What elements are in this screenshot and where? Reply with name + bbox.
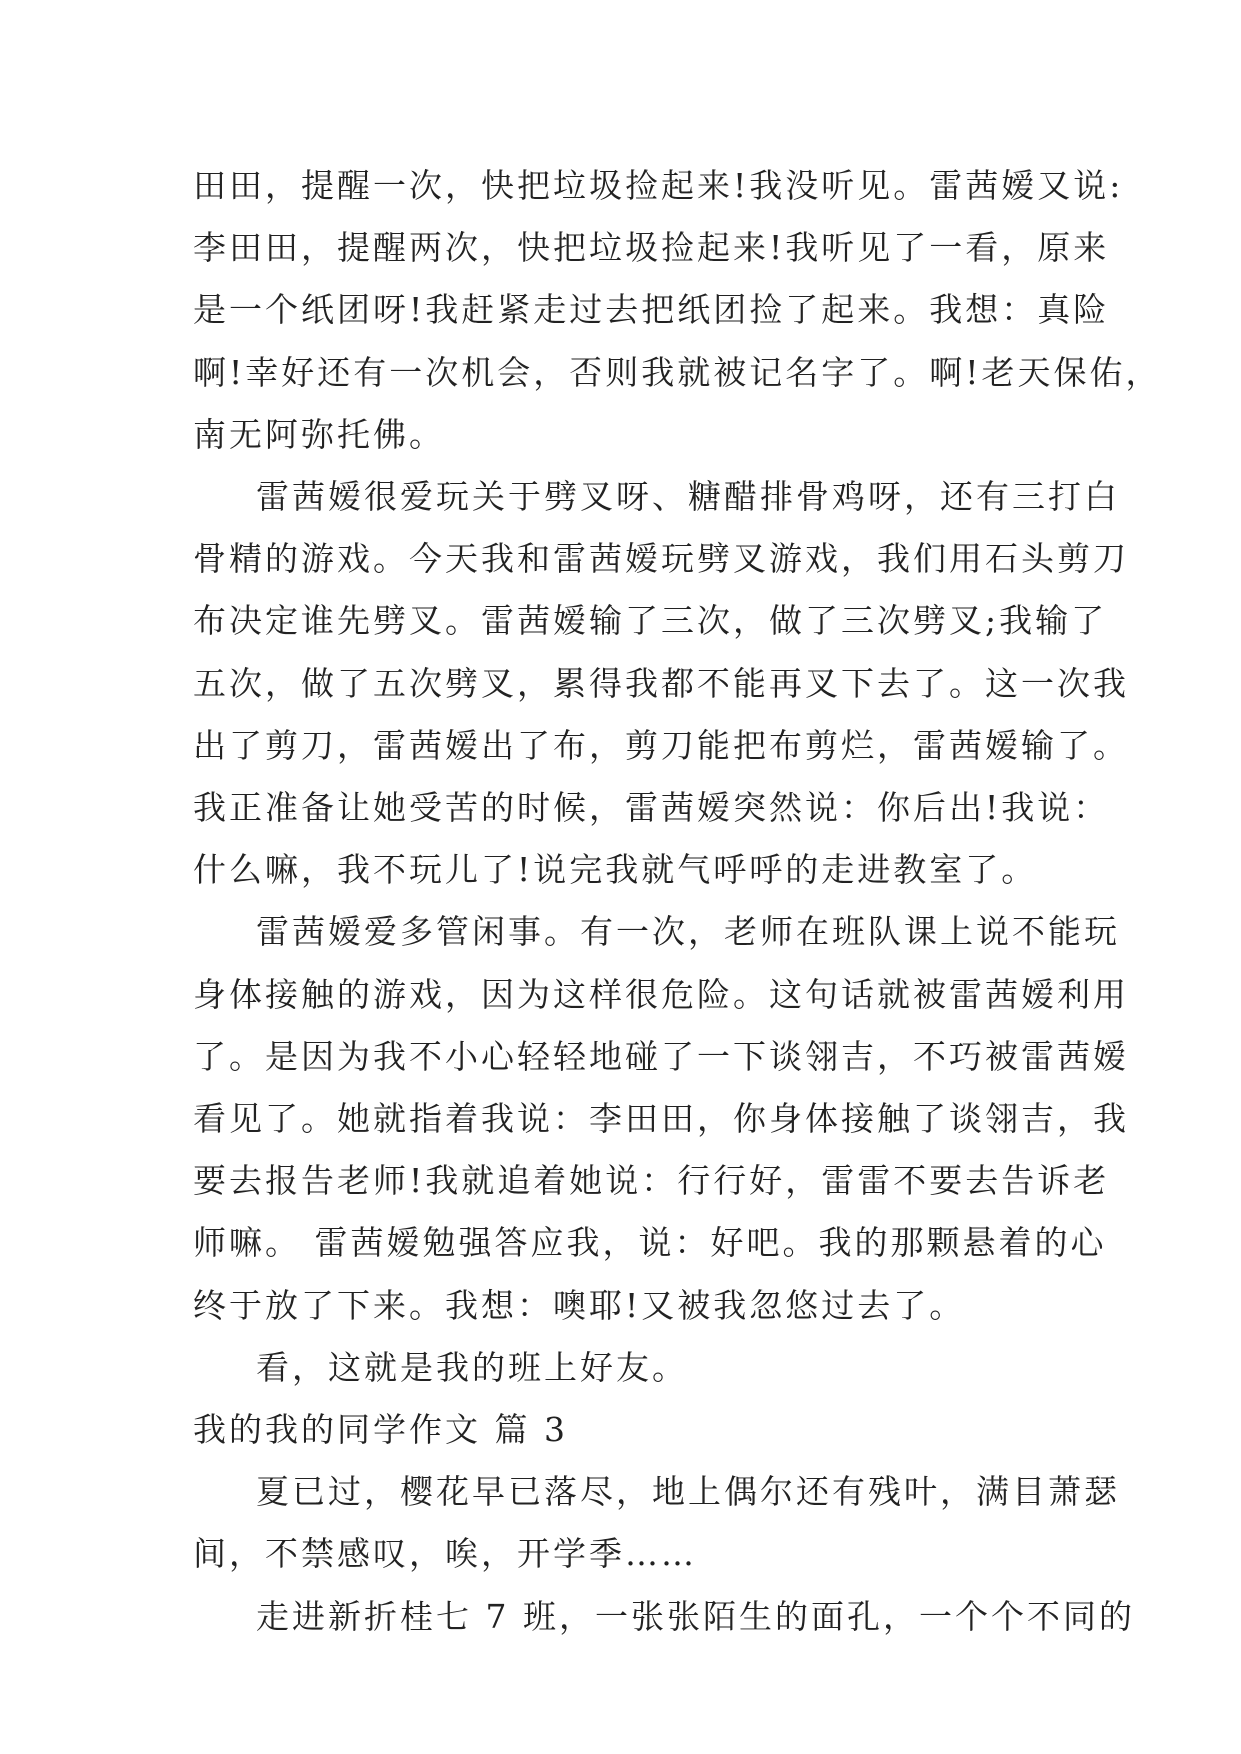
text-line: 啊!幸好还有一次机会，否则我就被记名字了。啊!老天保佑， xyxy=(193,352,1162,392)
text-line: 我的我的同学作文 篇 3 xyxy=(193,1410,568,1449)
text-line: 什么嘛，我不玩儿了!说完我就气呼呼的走进教室了。 xyxy=(193,850,1038,890)
text-line: 雷茜嫒很爱玩关于劈叉呀、糖醋排骨鸡呀，还有三打白 xyxy=(256,477,1120,516)
text-line: 骨精的游戏。今天我和雷茜嫒玩劈叉游戏，我们用石头剪刀 xyxy=(193,539,1129,579)
text-line: 了。是因为我不小心轻轻地碰了一下谈翎吉，不巧被雷茜嫒 xyxy=(193,1036,1129,1076)
text-line: 是一个纸团呀!我赶紧走过去把纸团捡了起来。我想：真险 xyxy=(193,290,1110,330)
text-line: 我正准备让她受苦的时候，雷茜嫒突然说：你后出!我说： xyxy=(193,788,1110,827)
text-line: 看见了。她就指着我说：李田田，你身体接触了谈翎吉，我 xyxy=(193,1099,1129,1138)
text-line: 五次，做了五次劈叉，累得我都不能再叉下去了。这一次我 xyxy=(193,663,1129,703)
text-line: 出了剪刀，雷茜嫒出了布，剪刀能把布剪烂，雷茜嫒输了。 xyxy=(193,725,1129,765)
text-line: 身体接触的游戏，因为这样很危险。这句话就被雷茜嫒利用 xyxy=(193,974,1129,1014)
text-line: 看，这就是我的班上好友。 xyxy=(256,1347,688,1387)
text-line: 布决定谁先劈叉。雷茜嫒输了三次，做了三次劈叉;我输了 xyxy=(193,601,1108,641)
text-line: 田田，提醒一次，快把垃圾捡起来!我没听见。雷茜嫒又说: xyxy=(193,166,1124,205)
text-line: 李田田，提醒两次，快把垃圾捡起来!我听见了一看，原来 xyxy=(193,228,1110,268)
text-line: 要去报告老师!我就追着她说：行行好，雷雷不要去告诉老 xyxy=(193,1161,1110,1201)
text-line: 走进新折桂七 7 班，一张张陌生的面孔，一个个不同的 xyxy=(256,1596,1135,1636)
text-line: 雷茜嫒爱多管闲事。有一次，老师在班队课上说不能玩 xyxy=(256,912,1120,952)
text-line: 南无阿弥托佛。 xyxy=(193,414,445,454)
text-line: 夏已过，樱花早已落尽，地上偶尔还有残叶，满目萧瑟 xyxy=(256,1472,1120,1512)
text-line: 间，不禁感叹，唉，开学季…… xyxy=(193,1534,697,1574)
text-line: 师嘛。 雷茜嫒勉强答应我，说：好吧。我的那颗悬着的心 xyxy=(193,1223,1107,1263)
text-line: 终于放了下来。我想：噢耶!又被我忽悠过去了。 xyxy=(193,1285,966,1325)
